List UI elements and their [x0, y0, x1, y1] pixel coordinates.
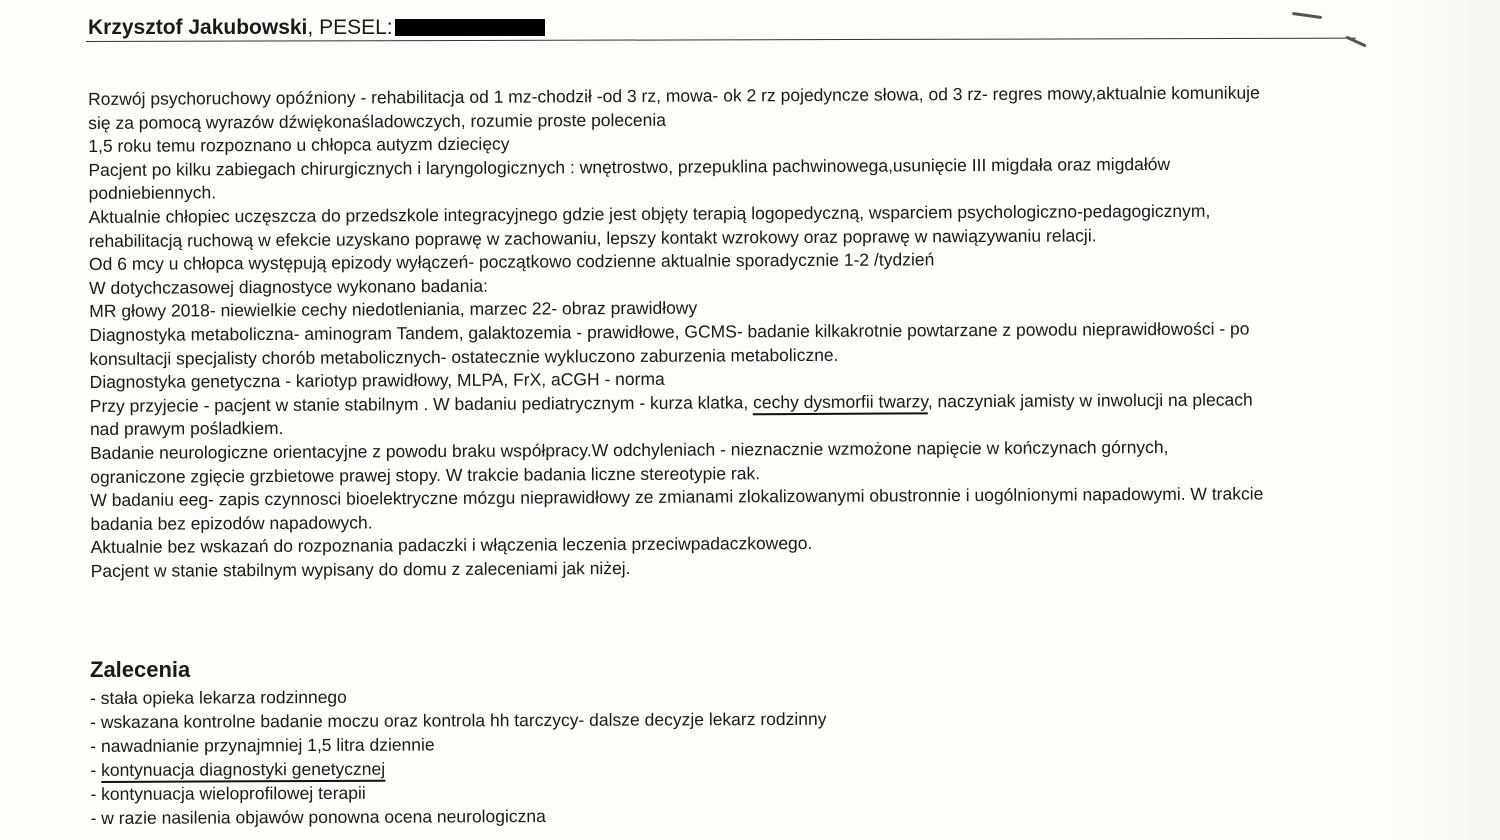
medical-history — [88, 81, 1371, 584]
admission-text: Przy przyjecie - pacjent w stanie stabilnym . W badaniu pediatrycznym - kurza klatka, — [89, 392, 754, 416]
recommendation-item: - stała opieka lekarza rodzinnego — [90, 686, 347, 708]
text-line: 1,5 roku temu rozpoznano u chłopca autyzm dziecięcy — [88, 133, 510, 157]
text-line: Pacjent po kilku zabiegach chirurgicznych i laryngologicznych : wnętrostwo, przepuklina pachwinowega,usunięcie III migdała oraz migdałów — [88, 153, 1171, 180]
recommendation-item: - w razie nasilenia objawów ponowna ocena neurologiczna — [90, 806, 546, 828]
recommendation-item: - nawadnianie przynajmniej 1,5 litra dziennie — [90, 734, 435, 756]
text-line: Badanie neurologiczne orientacyjne z powodu braku współpracy.W odchyleniach - nieznacznie wzmożone napięcie w kończynach górnych, — [89, 436, 1169, 463]
admission-text-end: , naczyniak jamisty w inwolucji na plecach — [927, 389, 1253, 412]
recommendations-title: Zalecenia — [90, 657, 191, 682]
text-line: podniebiennych. — [88, 182, 217, 204]
text-line: W dotychczasowej diagnostyce wykonano badania: — [89, 275, 489, 298]
margin-scribble — [1345, 35, 1366, 47]
text-line: Diagnostyka genetyczna - kariotyp prawidłowy, MLPA, FrX, aCGH - norma — [89, 368, 665, 393]
text-line: Pacjent w stanie stabilnym wypisany do domu z zaleceniami jak niżej. — [90, 557, 631, 581]
recommendation-dash: - — [90, 759, 102, 780]
recommendation-item: - kontynuacja wieloprofilowej terapii — [90, 782, 366, 804]
recommendation-item-underlined — [90, 755, 826, 782]
patient-name: Krzysztof Jakubowski — [88, 16, 308, 39]
underlined-recommendation: kontynuacja diagnostyki genetycznej — [101, 759, 385, 783]
underlined-finding: cechy dysmorfii twarzy — [753, 391, 928, 415]
margin-scribble — [1292, 12, 1322, 19]
pesel-label: , PESEL: — [307, 16, 393, 39]
text-line: Aktualnie chłopiec uczęszcza do przedszkole integracyjnego gdzie jest objęty terapią logopedyczną, wsparciem psychologiczno-pedagogicznym, — [88, 200, 1211, 227]
scan-edge-shadow — [1390, 0, 1500, 840]
recommendation-item: - wskazana kontrolne badanie moczu oraz kontrola hh tarczycy- dalsze decyzje lekarz rodzinny — [90, 708, 827, 732]
text-line: nad prawym pośladkiem. — [89, 418, 284, 440]
text-line: Od 6 mcy u chłopca występują epizody wyłączeń- początkowo codzienne aktualnie sporadycznie 1-2 /tydzień — [88, 249, 935, 275]
text-line: ograniczone zgięcie grzbietowe prawej stopy. W trakcie badania liczne stereotypie rak. — [90, 462, 761, 487]
text-line: Aktualnie bez wskazań do rozpoznania padaczki i włączenia leczenia przeciwpadaczkowego. — [90, 533, 813, 558]
text-line: Rozwój psychoruchowy opóźniony - rehabilitacja od 1 mz-chodził -od 3 rz, mowa- ok 2 rz pojedyncze słowa, od 3 rz- regres mowy,aktualnie komunikuje — [88, 82, 1260, 109]
text-line: konsultacji specjalisty chorób metabolicznych- ostatecznie wykluczono zaburzenia metaboliczne. — [89, 344, 839, 369]
text-line: rehabilitacją ruchową w efekcie uzyskano poprawę w zachowaniu, lepszy kontakt wzrokowy oraz poprawę w nawiązywaniu relacji. — [88, 224, 1097, 251]
text-line: MR głowy 2018- niewielkie cechy niedotleniania, marzec 22- obraz prawidłowy — [89, 297, 698, 322]
recommendations-list — [90, 683, 827, 830]
text-line: W badaniu eeg- zapis czynnosci bioelektryczne mózgu nieprawidłowy ze zmianami zlokalizowanymi obustronnie i uogólnionymi napadowymi. W trakcie — [90, 483, 1264, 511]
text-line: badania bez epizodów napadowych. — [90, 512, 373, 534]
text-line: się za pomocą wyrazów dźwiękonaśladowczych, rozumie proste polecenia — [88, 109, 667, 133]
patient-header — [88, 16, 545, 40]
text-line: Diagnostyka metaboliczna- aminogram Tandem, galaktozemia - prawidłowe, GCMS- badanie kilkakrotnie powtarzane z powodu nieprawidłowości - po — [89, 318, 1250, 345]
pesel-redaction — [395, 19, 545, 36]
